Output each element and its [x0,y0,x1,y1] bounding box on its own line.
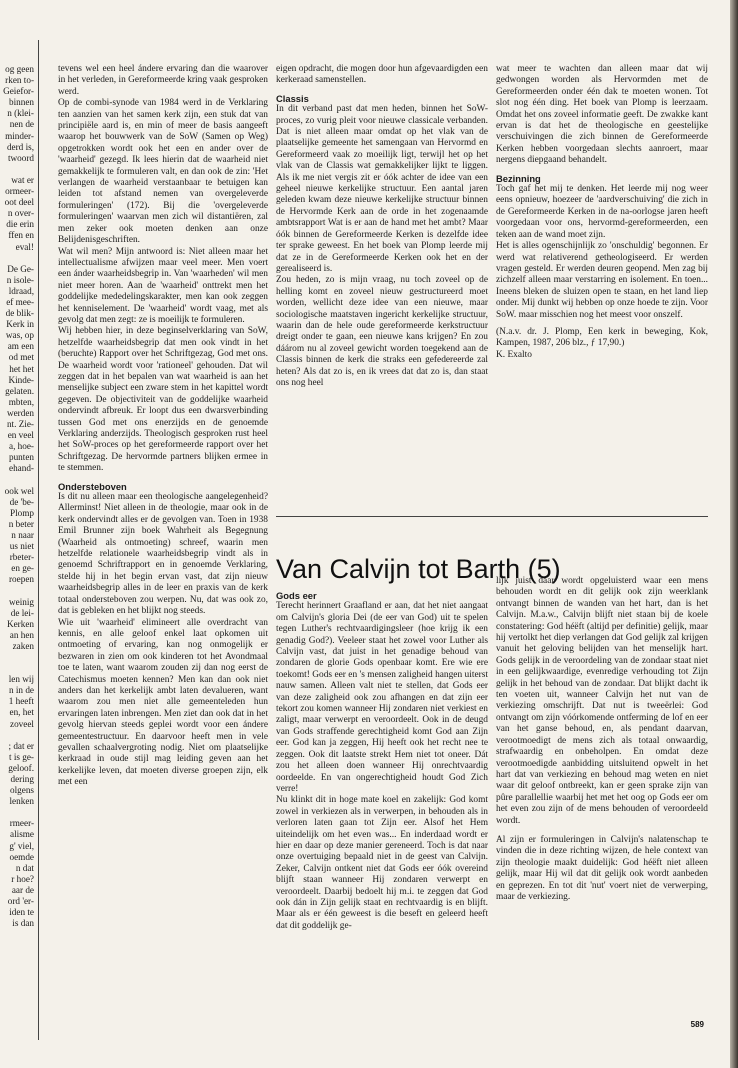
column-1 [58,64,268,1024]
margin-fragment: rmeer- [9,818,34,829]
margin-fragment: was, op [5,330,34,341]
margin-fragment [0,164,34,175]
margin-fragment: n beter [8,518,34,529]
art-para-2: Nu klinkt dit in hoge mate koel en zakelijk: God komt zowel in verkiezen als in verwerpen, in behouden als in verloren laten gaan tot Zijn eer. Alsof het Hem uiteindelijk om het even was... En inderdaad wordt er hier en daar op deze manier gereneerd. Toch is dat naar onze overtuiging bepaald niet in de geest van Calvijn. Zeker, Calvijn ontkent niet dat Gods eer óók overeind blijft staan wanneer Hij zondaren verwerpt en veroordeelt. Daarbij bedoelt hij m.i. te zeggen dat God ook dán in Zijn gelijk staat en rechtvaardig is en blijft. Maar als er één geweest is die beseft en geleerd heeft dat dit goddelijk ge- [276,795,488,931]
column-3-top [496,64,708,504]
margin-fragment: ef mee- [6,296,34,307]
margin-fragment: t is ge- [8,751,34,762]
margin-fragment: Geiefor- [3,86,34,97]
margin-fragment: eval! [15,241,34,252]
margin-fragment: a, hoe- [9,441,34,452]
margin-fragment: en, het [9,707,34,718]
margin-fragment: r hoe? [11,873,34,884]
column-3-bottom [496,576,708,1020]
heading-classis: Classis [276,92,309,104]
margin-fragment: en ge- [11,563,34,574]
margin-fragment: de lei- [10,607,34,618]
col3-para-1: wat meer te wachten dan alleen maar dat wij gedwongen worden als Hervormden met de Gereformeerden onder één dak te moeten wonen. Tot slot nog één ding. Het boek van Plomp is leerzaam. Omdat het ons zoveel informatie geeft. De zwakke kant ervan is dat het de theologische en geestelijke verschuivingen die zich binnen de Gereformeerde Kerken hebben voorgedaan slechts aanroert, maar nergens diepgaand behandelt. [496,64,708,166]
margin-fragment: werden [6,407,34,418]
margin-fragment: zaken [12,640,34,651]
margin-fragment: rbeter- [9,552,34,563]
heading-ondersteboven: Ondersteboven [58,480,127,492]
margin-fragment: n in de [8,685,34,696]
margin-fragment: an hen [9,629,34,640]
margin-fragment: oemde [9,851,34,862]
col2-para-3: Zou heden, zo is mijn vraag, nu toch zoveel op de helling komt en zoveel nieuw gestructureerd moet worden, wellicht deze idee van een nieuwe, maar sociologische maatstaven ingericht kerkelijke structuur, waarin dan de hele oude gereformeerde kerkstructuur dreigt onder te gaan, een nieuwe kans krijgen? En zou dáárom nu al zoveel gewicht worden toegekend aan de Classis binnen de kerk die straks een gefedereerde zal heten? Als dat zo is, en ik vrees dat dat zo is, dan staat ons nog heel [276,275,488,388]
art-para-1: Terecht herinnert Graafland er aan, dat het niet aangaat om Calvijn's gloria Dei (de eer van God) uit te spelen tegen Luther's rechtvaardigingsleer (hoe krijg ik een genadig God?). Veeleer staat het zowel voor Luther als Calvijn vast, dat juist in het genadige behoud van zondaren de glorie Gods openbaar komt. Ere wie ere toekomt! Gods eer en 's mensen zaligheid hangen uiterst nauw samen. Alleen valt niet te stellen, dat Gods eer van deze zaligheid ook zou afhangen en dat zijn eer tekort zou komen wanneer Hij zondaren niet verkiest en zaligt, maar verwerpt en veroordeelt. Ook in de deugd van Gods straffende gerechtigheid komt God aan Zijn eer. God kan ja zeggen, Hij heeft ook het recht nee te zeggen. Ook dit laatste strekt Hem niet tot oneer. Dát zou het alleen doen wanneer Hij onrechtvaardig oordeelde. En van ongerechtigheid houdt God Zich verre! [276,601,488,794]
margin-fragment: g' viel, [9,840,34,851]
margin-fragment: ; dat er [8,740,34,751]
margin-fragment: dering [10,774,34,784]
left-margin-fragments [0,64,34,929]
margin-fragment: n dat [15,862,34,873]
margin-fragment: rken to- [5,75,34,86]
margin-fragment: gelaten. [5,385,34,396]
margin-fragment: ffen en [8,230,34,241]
margin-fragment: og geen [5,64,34,74]
col3-para-3: Het is alles ogenschijnlijk zo 'onschuldig' begonnen. Er werd wat relativerend getheologiseerd. Er werden vragen gesteld. Er werden deuren geopend. Men zag bij zichzelf alleen maar verstarring en isolement. En toen... Ineens bleken de sluizen open te staan, en het land liep onder. Mij dunkt wij hebben op onze hoede te zijn. Voor SoW. maar misschien nog het meest voor onszelf. [496,241,708,320]
margin-fragment: us niet [9,541,34,552]
margin-fragment: aar de [11,884,34,895]
margin-fragment: mbten, [8,396,34,407]
margin-fragment: minder- [5,130,34,141]
col1-para-5: Is dit nu alleen maar een theologische aangelegenheid? Allerminst! Niet alleen in de theologie, maar ook in de kerk ondervindt alles er de gevolgen van. Toen in 1938 Emil Brunner zijn boek Wahrheit als Begegnung (Waarheid als ontmoeting) schreef, waarin men hetzelfde relationele waarheidsbegrip vindt als in genoemd Schriftrapport en in genoemde Verklaring, stelde hij in het begin ervan vast, dat zijn nieuw waarheidsbegrip alles in de leer en praxis van de kerk totaal ondersteboven zou werpen. Nu, dat was ook zo, dat is gebleken en het blijkt nog steeds. [58,492,268,617]
margin-fragment [0,585,34,596]
author-signature: K. Exalto [496,349,532,360]
margin-fragment: die erin [6,219,34,230]
col3-para-2: Toch gaf het mij te denken. Het leerde mij nog weer eens opnieuw, hoezeer de 'aardverschuiving' die zich in de Gereformeerde Kerken in de na-oorlogse jaren heeft voorgedaan voor ons, hervormd-gereformeerden, een teken aan de wand moet zijn. [496,184,708,240]
col2-para-2: In dit verband past dat men heden, binnen het SoW-proces, zo vurig pleit voor nieuwe classicale verbanden. Dat is niet alleen maar omdat op het vlak van de plaatselijke gemeente het samengaan van Hervormd en Gereformeerd vaak zo moeilijk ligt, terwijl het op het vlak van de Classis wat gemakkelijker lijkt te liggen. Als ik me niet vergis zit er óók achter de idee van een geheel nieuwe kerkelijke structuur. Een aantal jaren geleden kwam deze nieuwe kerkelijke structuur binnen de Hervormde Kerk aan de orde in het zogenaamde ambtsrapport Wat is er aan de hand met het ambt? Maar óók binnen de Gereformeerde Kerken is dezelfde idee ter sprake geweest. En het boek van Plomp leerde mij dat ze in de Gereformeerde Kerken ook het en der gerealiseerd is. [276,104,488,274]
col1-para-2: Op de combi-synode van 1984 werd in de Verklaring ten aanzien van het samen kerk zijn, een stuk dat van principiële aard is, en min of meer de basis aangeeft waarop het bouwwerk van de SoW (Samen op Weg) opgetrokken wordt ook het een en ander over de 'waarheid' gezegd. Ik lees hierin dat de waarheid niet gemakkelijk te formuleren valt, en dan ook de zin: 'Het verlangen de waarheid verstaanbaar te betuigen kan leiden tot afstand nemen van overgeleverde formuleringen' (172). Bij die 'overgeleverde formuleringen' waarvan men zich wil distantiëren, zal men zeker ook moeten denken aan onze Belijdenisgeschriften. [58,98,268,246]
margin-fragment: oot deel [4,197,34,208]
margin-fragment: nt. Zie- [6,419,34,429]
margin-fragment: De Ge- [7,263,34,274]
margin-fragment: geloof. [8,762,34,773]
margin-fragment: am een [7,341,34,352]
margin-fragment: n isole- [6,274,34,285]
column-2-top [276,64,488,504]
margin-fragment: olgens [10,785,34,796]
book-reference: (N.a.v. dr. J. Plomp, Een kerk in beweging, Kok, Kampen, 1987, 206 blz., ƒ 17,90.) [496,326,708,349]
margin-fragment: ord 'er- [7,896,34,907]
margin-fragment: Kerken [6,618,34,629]
margin-fragment: len wij [8,674,34,685]
page-number: 589 [690,1020,704,1029]
margin-fragment: zoveel [10,718,34,729]
book-spine [730,0,738,1068]
margin-fragment: punten [8,452,34,463]
col1-para-3: Wat wil men? Mijn antwoord is: Niet alleen maar het intellectualisme afwijzen maar veel meer. Men voert een ánder waarheidsbegrip in. Van 'waarheden' wil men niet meer horen. Aan de 'waarheid' onttrekt men het goddelijke mededelingskarakter, men kan ook zeggen het kenniselement. De 'waarheid' wordt vaag, met als gevolg dat men zegt: ze is moeilijk te formuleren. [58,246,268,325]
col1-para-1: tevens wel een heel ándere ervaring dan die waarover in het verleden, in Gereformeerde kring vaak gesproken werd. [58,64,268,97]
margin-fragment: is dan [12,918,34,929]
margin-fragment: alisme [10,829,34,840]
margin-fragment: weinig [8,596,34,607]
margin-fragment: od met [8,352,34,363]
margin-fragment: de blik- [5,308,34,319]
heading-gods-eer: Gods eer [276,590,317,601]
margin-fragment: lenken [9,796,34,807]
margin-fragment: 1 heeft [8,696,34,707]
margin-fragment: Kinde- [8,374,34,385]
margin-fragment [0,474,34,485]
column-2-bottom [276,590,488,1020]
margin-fragment [0,663,34,674]
col1-para-6: Wie uit 'waarheid' elimineert alle overdracht van kennis, en alle geloof enkel laat opkomen uit ontmoeting of ervaring, kan nog onmogelijk er bezwaren in zien om ook kinderen tot het Avondmaal toe te laten, want waarom zouden zij dan nog eerst de Catechismus moeten kennen? Men kan dan ook niet anders dan het kerkelijk ambt laten devalueren, want waarom zou men niet alle gemeenteleden hun ervaringen laten inbrengen. Men ziet dan ook dat in het gevolg hiervan steeds geplei wordt voor een ándere gemeentestructuur. En daarvoor heeft men in vele gevallen schaalvergroting nodig. Niet om plaatselijke kerkraad in oude stijl mag leiding geven aan het kerkelijke leven, dat moeten diverse groepen zijn, elk met een [58,617,268,788]
margin-fragment: n (klei- [7,108,34,119]
margin-fragment: Plomp [10,507,34,518]
margin-fragment: ldraad, [8,285,34,296]
margin-fragment: ehand- [9,463,34,474]
margin-fragment: derd is, [6,141,34,152]
art-para-3: lijk juist daar wordt opgeluisterd waar een mens behouden wordt en dit gelijk ook zijn weerklank ontvangt binnen de wanden van het hart, dan is het Calvijn. M.a.w., Calvijn blijft niet staan bij de koele constatering: God héëft (altijd per definitie) gelijk, maar hij vertolkt het diep verlangen dat God gelijk zal krijgen vanuit het geloving belijden van het menselijk hart. Gods gelijk in de veroordeling van de zondaar staat niet in een gelijkwaardige, evenredige verhouding tot Zijn gelijk in het behoud van de zondaar. Dat blijkt dacht ik ten voeten uit, wanneer Calvijn het nut van de verkiezing omschrijft. Dat nut is tweeërlei: God ontvangt om zijn vóórkomende ontferming de lof en eer van het ganse behoud, en, als pendant daarvan, verootmoedigt de mens zich als totaal onwaardig, strafwaardig en onbeholpen. En omdat deze verootmoedigde aanbidding uitsluitend opwelt in het hart dat van verkiezing en behoud mag weten en niet waar dit geloof ontbreekt, kan er geen sprake zijn van pûre parallellie waarbij het met het oog op Gods eer om het even zou zijn of de mens behouden of veroordeeld wordt. [496,576,708,826]
margin-fragment: n over- [7,208,34,219]
heading-bezinning: Bezinning [496,172,541,184]
article-title: Van Calvijn tot Barth (5) [276,554,561,584]
margin-fragment: de 'be- [9,496,34,507]
column-rule [38,40,39,1040]
section-rule [276,516,708,517]
margin-fragment: ormeer- [5,186,34,197]
art-para-4: Al zijn er formuleringen in Calvijn's nalatenschap te vinden die in deze richting wijzen, de hele context van zijn theologie maakt duidelijk: God héëft niet alleen gelijk, maar Hij wil dat dit gelijk ook wordt aanbeden en geprezen. En tot dit 'nut' voert niet de verwerping, maar de verkiezing. [496,834,708,902]
margin-fragment [0,807,34,818]
margin-fragment [0,253,34,264]
margin-fragment: wat er [11,174,34,185]
margin-fragment [0,730,34,741]
margin-fragment: twoord [7,152,34,163]
margin-fragment: nen de [9,119,34,130]
margin-fragment: binnen [8,97,34,108]
margin-fragment: het het [9,363,34,374]
margin-fragment: iden te [9,907,34,918]
margin-fragment: roepen [9,574,34,585]
margin-fragment: n naar [11,529,34,540]
margin-fragment [0,652,34,663]
col2-para-1: eigen opdracht, die mogen door hun afgevaardigden een kerkeraad samenstellen. [276,64,488,86]
margin-fragment: Kerk in [6,319,34,330]
col1-para-4: Wij hebben hier, in deze beginselverklaring van SoW, hetzelfde waarheidsbegrip dat men ook vindt in het (beruchte) Rapport over het Schriftgezag, God met ons. De waarheid wordt voor 'rationeel' gehouden. Dat wil zeggen dat in het bepalen van wat waarheid is aan het menselijke subject een zware stem in het kapittel wordt gegeven. De objectiviteit van de goddelijke waarheid ondervindt afbreuk. Er loopt dus een dwarsverbinding tussen God met ons enerzijds en de genoemde Verklaring anderzijds. Theologisch gesproken rust heel het SoW-proces op het gereformeerde rapport over het Schriftgezag. De hervormde partners blijken ermee in te stemmen. [58,326,268,474]
margin-fragment: ook wel [4,485,34,496]
margin-fragment: en veel [7,430,34,441]
